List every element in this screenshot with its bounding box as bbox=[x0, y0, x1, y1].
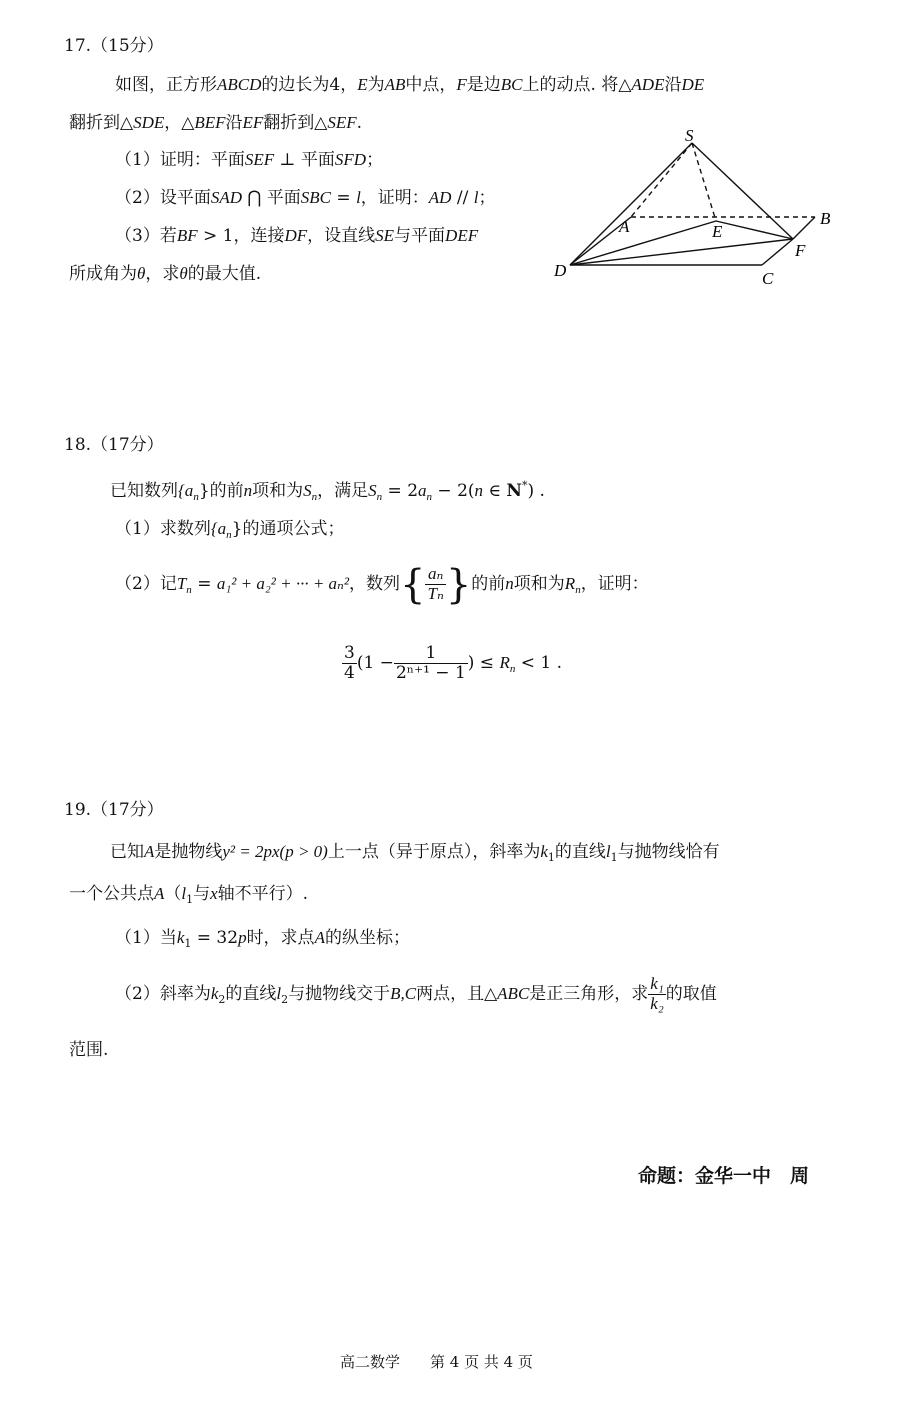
edge-EF bbox=[716, 221, 793, 239]
right-brace: } bbox=[445, 561, 472, 608]
label-C: C bbox=[762, 269, 774, 288]
label-B: B bbox=[820, 209, 831, 228]
label-A: A bbox=[619, 217, 630, 236]
q17-part3-line2: 所成角为θ，求θ的最大值. bbox=[69, 264, 262, 284]
edge-SF bbox=[692, 143, 793, 239]
q17-heading: 17.（15分） bbox=[64, 36, 164, 56]
q19-part2-line2: 范围. bbox=[69, 1040, 109, 1060]
label-S: S bbox=[685, 126, 694, 145]
q18-part1: （1）求数列$\{a_n\}$的通项公式； bbox=[115, 519, 345, 541]
q17-pyramid-figure bbox=[540, 125, 840, 295]
q19-intro-line1: 已知A是抛物线y² = 2px(p > 0)上一点（异于原点），斜率为$k_1$的直线$l_1$与抛物线恰有 bbox=[110, 842, 720, 864]
q19-part1: （1）当$k_1 = 32p$时，求点A的纵坐标； bbox=[115, 928, 410, 950]
q19-intro-line2: 一个公共点$A(l_1$与x轴不平行）. bbox=[69, 884, 309, 906]
q17-part2: （2）设平面SAD ⋂ 平面SBC = l，证明：AD // l； bbox=[115, 188, 496, 208]
frac-1-over-2n: $\frac{1}{\text{2ⁿ⁺¹ − 1}}$ bbox=[395, 643, 466, 683]
q19-heading: 19.（17分） bbox=[64, 800, 164, 820]
label-F: F bbox=[795, 241, 806, 260]
edge-SA-dashed bbox=[631, 143, 692, 217]
q19-part2-line1: （2）斜率为$k_2$的直线$l_2$与抛物线交于B,C两点，且△ABC是正三角形，求 $\frac{\text{k₁}}{\text{k₂}}$ 的取值 bbox=[115, 974, 717, 1013]
author-signature: 命题：金华一中 周 bbox=[638, 1165, 810, 1187]
label-E: E bbox=[712, 222, 723, 241]
q17-intro-line1: 如图，正方形ABCD的边长为4，E为AB中点，F是边BC上的动点. 将△ADE沿DE bbox=[115, 75, 705, 95]
page-footer: 高二数学 第 4 页 共 4 页 bbox=[340, 1353, 533, 1371]
q17-part3-line1: （3）若BF > 1，连接DF，设直线SE与平面DEF bbox=[115, 226, 479, 246]
q17-intro-line2: 翻折到△SDE，△BEF沿EF翻折到△SEF. bbox=[69, 113, 363, 133]
q18-fraction-an-tn: $\frac{\text{aₙ}}{\text{Tₙ}}$ bbox=[427, 564, 444, 603]
q18-part2: （2）记$T_n = a_1^2 + a_2^2$ + ··· + aₙ²，数列{ $\frac{\text{aₙ}}{\text{Tₙ}}$ }的前n项和为$R_n$，证明： bbox=[115, 561, 649, 608]
q18-intro: 已知数列$\{a_n\}$的前n项和为$S_n$，满足$S_n = 2a_n - 2(n$ ∈ N*) . bbox=[110, 479, 545, 503]
q18-heading: 18.（17分） bbox=[64, 435, 164, 455]
q17-part1: （1）证明：平面SEF ⊥ 平面SFD； bbox=[115, 150, 384, 170]
q19-fraction-k1-k2: $\frac{\text{k₁}}{\text{k₂}}$ bbox=[650, 974, 664, 1013]
frac-3-4: $\frac{3}{4}$ bbox=[344, 643, 355, 683]
left-brace: { bbox=[400, 561, 426, 608]
label-D: D bbox=[554, 261, 567, 280]
q18-inequality: $\frac{3}{4}$ (1 − $\frac{1}{\text{2ⁿ⁺¹ − 1}}$ ) ≤ $R_n < 1$ . bbox=[344, 643, 563, 683]
edge-FB bbox=[793, 217, 815, 239]
edge-DF bbox=[570, 239, 793, 265]
edge-CF bbox=[762, 239, 793, 265]
